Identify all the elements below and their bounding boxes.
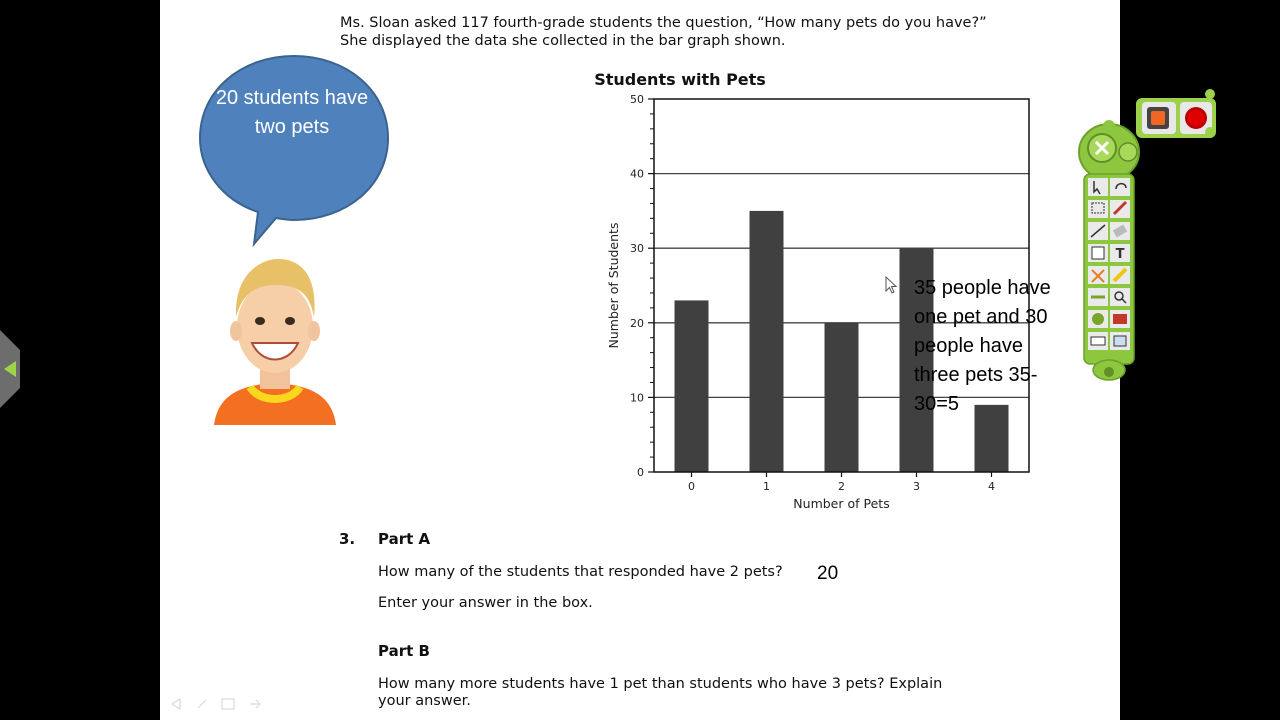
keyboard-icon xyxy=(1091,337,1105,345)
previous-slide-button[interactable] xyxy=(0,330,20,408)
part-b-prompt: How many more students have 1 pet than students who have 3 pets? Explain your answer. xyxy=(378,676,943,709)
chart-bar xyxy=(750,211,784,472)
chart-bar xyxy=(675,300,709,472)
chart-title: Students with Pets xyxy=(594,70,766,89)
menu-icon xyxy=(222,699,234,709)
question-number: 3. xyxy=(339,530,356,548)
slideshow-controls[interactable] xyxy=(170,696,270,712)
chart-x-tick-label: 3 xyxy=(913,480,920,493)
part-b-heading: Part B xyxy=(378,642,430,660)
mouse-pointer-icon xyxy=(885,276,899,296)
chart-y-tick-label: 50 xyxy=(630,93,644,106)
speech-bubble-text: 20 students have two pets xyxy=(215,87,369,138)
stop-icon xyxy=(1151,111,1165,125)
handwritten-annotation: 35 people have one pet and 30 people have three pets 35-30=5 xyxy=(914,277,1051,415)
annotation-toolbar[interactable] xyxy=(1076,86,1222,386)
rectangle-tool-icon xyxy=(1092,247,1104,259)
toolbar-expand-icon xyxy=(1119,143,1137,161)
part-a-answer[interactable]: 20 xyxy=(817,563,839,584)
chart-x-tick-label: 2 xyxy=(838,480,845,493)
question-intro: Ms. Sloan asked 117 fourth-grade students the question, “How many pets do you have?” She displayed the data she collected in the bar graph shown. xyxy=(340,15,987,49)
chart-y-tick-label: 0 xyxy=(637,466,644,479)
slide xyxy=(160,0,1120,720)
part-a-prompt: How many of the students that responded have 2 pets? xyxy=(378,564,783,580)
color-palette-icon xyxy=(1092,313,1104,325)
chart-x-tick-label: 1 xyxy=(763,480,770,493)
chart-x-tick-label: 4 xyxy=(988,480,995,493)
speech-bubble xyxy=(196,52,392,248)
boy-image xyxy=(210,255,340,425)
chart-bar xyxy=(825,323,859,472)
part-a-instruction: Enter your answer in the box. xyxy=(378,595,593,611)
chart-y-tick-label: 40 xyxy=(630,167,644,181)
chart-y-tick-label: 20 xyxy=(630,316,644,330)
pen-icon xyxy=(198,700,206,708)
screen-icon xyxy=(1113,314,1127,324)
chart-y-tick-label: 10 xyxy=(630,391,644,405)
text-tool-icon: T xyxy=(1115,247,1125,262)
next-slide-icon xyxy=(250,700,260,708)
record-icon xyxy=(1188,110,1204,126)
previous-slide-icon xyxy=(172,699,180,709)
toolbar-collapse-icon xyxy=(1104,367,1114,377)
part-a-heading: Part A xyxy=(378,530,431,548)
chart-y-axis-label: Number of Students xyxy=(606,222,621,349)
chart-x-tick-label: 0 xyxy=(688,480,695,493)
capture-icon xyxy=(1114,336,1126,346)
chart-y-tick-label: 30 xyxy=(630,242,644,256)
chart-x-axis-label: Number of Pets xyxy=(793,496,890,511)
